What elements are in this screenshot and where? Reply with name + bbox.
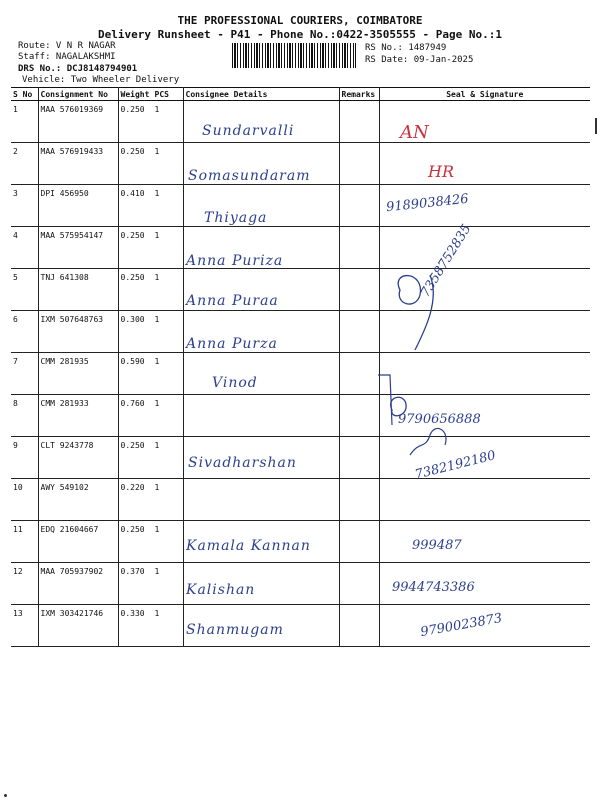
row-weight: 0.300 <box>120 315 145 324</box>
ink-stroke <box>410 428 446 455</box>
handwritten-signature: 999487 <box>412 538 462 553</box>
row-weight-pcs <box>118 101 183 143</box>
col-consignee: Consignee Details <box>183 88 339 101</box>
row-sno: 1 <box>11 101 38 143</box>
corner-dot <box>4 794 7 797</box>
ink-circle <box>391 397 406 415</box>
handwritten-signature: 7358752835 <box>418 221 475 300</box>
row-pcs: 1 <box>154 273 160 282</box>
row-weight-pcs <box>118 353 183 395</box>
row-weight: 0.410 <box>120 189 145 198</box>
ink-stroke <box>378 375 392 425</box>
row-weight: 0.250 <box>120 105 145 114</box>
handwritten-name: Anna Purza <box>186 336 278 352</box>
row-weight-pcs <box>118 185 183 227</box>
handwritten-name: Shanmugam <box>186 622 284 638</box>
row-weight: 0.220 <box>120 483 145 492</box>
drs-text: DRS No.: DCJ8148794901 <box>18 64 138 74</box>
row-weight-pcs <box>118 605 183 647</box>
table-row <box>11 185 590 227</box>
row-pcs: 1 <box>154 567 160 576</box>
row-sno: 12 <box>11 563 38 605</box>
row-consignment: EDQ 21604667 <box>38 521 118 563</box>
handwritten-signature: 9189038426 <box>385 191 470 216</box>
row-consignment: MAA 705937902 <box>38 563 118 605</box>
row-weight: 0.370 <box>120 567 145 576</box>
col-weight-pcs <box>118 88 183 101</box>
row-pcs: 1 <box>154 609 160 618</box>
row-pcs: 1 <box>154 315 160 324</box>
row-pcs: 1 <box>154 105 160 114</box>
handwritten-signature: HR <box>428 162 454 181</box>
row-sno: 2 <box>11 143 38 185</box>
row-consignee <box>183 479 339 521</box>
row-sno: 3 <box>11 185 38 227</box>
row-weight-pcs <box>118 563 183 605</box>
col-pcs: PCS <box>154 89 169 99</box>
row-weight-pcs <box>118 437 183 479</box>
row-consignment: TNJ 641308 <box>38 269 118 311</box>
row-consignment: MAA 576019369 <box>38 101 118 143</box>
row-pcs: 1 <box>154 525 160 534</box>
row-sno: 5 <box>11 269 38 311</box>
row-pcs: 1 <box>154 231 160 240</box>
row-sno: 4 <box>11 227 38 269</box>
ink-scribbles <box>370 250 520 460</box>
runsheet-title: Delivery Runsheet - P41 - Phone No.:0422-3505555 - Page No.:1 <box>98 28 502 41</box>
row-weight: 0.250 <box>120 441 145 450</box>
row-weight-pcs <box>118 479 183 521</box>
row-weight-pcs <box>118 521 183 563</box>
rs-date: RS Date: 09-Jan-2025 <box>365 55 474 65</box>
row-consignment: MAA 575954147 <box>38 227 118 269</box>
row-consignee <box>183 395 339 437</box>
handwritten-name: Vinod <box>212 375 258 391</box>
row-pcs: 1 <box>154 189 160 198</box>
handwritten-name: Anna Puraa <box>186 293 279 309</box>
row-sno: 7 <box>11 353 38 395</box>
ink-stroke <box>415 275 433 350</box>
row-consignment: AWY 549102 <box>38 479 118 521</box>
handwritten-name: Kalishan <box>186 582 256 598</box>
row-sno: 10 <box>11 479 38 521</box>
handwritten-name: Sivadharshan <box>188 455 297 471</box>
row-weight-pcs <box>118 143 183 185</box>
col-seal: Seal & Signature <box>379 88 590 101</box>
row-consignment: DPI 456950 <box>38 185 118 227</box>
rs-number: RS No.: 1487949 <box>365 43 447 53</box>
vehicle-text: Vehicle: Two Wheeler Delivery <box>22 75 180 85</box>
row-consignment: CMM 281933 <box>38 395 118 437</box>
col-weight: Weight <box>120 89 150 99</box>
row-pcs: 1 <box>154 399 160 408</box>
handwritten-name: Anna Puriza <box>186 253 284 269</box>
row-weight-pcs <box>118 311 183 353</box>
handwritten-name: Somasundaram <box>188 168 311 184</box>
route-text: Route: V N R NAGAR <box>18 41 116 51</box>
barcode <box>232 43 356 68</box>
ink-circle <box>398 276 420 304</box>
row-sno: 13 <box>11 605 38 647</box>
row-remarks <box>339 143 379 185</box>
row-remarks <box>339 563 379 605</box>
row-weight: 0.330 <box>120 609 145 618</box>
handwritten-signature: 7382192180 <box>413 448 498 483</box>
table-row <box>11 101 590 143</box>
col-sno: S No <box>11 88 38 101</box>
row-weight: 0.250 <box>120 147 145 156</box>
row-consignment: CLT 9243778 <box>38 437 118 479</box>
row-sno: 9 <box>11 437 38 479</box>
row-sno: 8 <box>11 395 38 437</box>
handwritten-name: Kamala Kannan <box>186 538 311 554</box>
row-consignment: CMM 281935 <box>38 353 118 395</box>
row-weight: 0.760 <box>120 399 145 408</box>
row-weight: 0.250 <box>120 525 145 534</box>
table-row <box>11 563 590 605</box>
handwritten-signature: 9790023873 <box>419 610 504 641</box>
row-remarks <box>339 521 379 563</box>
company-title: THE PROFESSIONAL COURIERS, COIMBATORE <box>177 14 423 27</box>
row-consignment: IXM 303421746 <box>38 605 118 647</box>
table-row <box>11 479 590 521</box>
row-remarks <box>339 605 379 647</box>
row-remarks <box>339 185 379 227</box>
handwritten-name: Sundarvalli <box>202 123 295 139</box>
row-seal <box>379 479 590 521</box>
edge-mark <box>595 118 597 134</box>
staff-text: Staff: NAGALAKSHMI <box>18 52 116 62</box>
row-sno: 11 <box>11 521 38 563</box>
col-consignment: Consignment No <box>38 88 118 101</box>
row-consignee <box>183 353 339 395</box>
row-weight-pcs <box>118 227 183 269</box>
handwritten-name: Thiyaga <box>204 210 268 226</box>
row-consignment: IXM 507648763 <box>38 311 118 353</box>
handwritten-signature: AN <box>400 122 429 143</box>
row-remarks <box>339 101 379 143</box>
row-seal <box>379 521 590 563</box>
row-pcs: 1 <box>154 147 160 156</box>
row-sno: 6 <box>11 311 38 353</box>
row-weight: 0.590 <box>120 357 145 366</box>
handwritten-signature: 9790656888 <box>398 412 481 427</box>
row-remarks <box>339 479 379 521</box>
row-weight: 0.250 <box>120 273 145 282</box>
col-remarks: Remarks <box>339 88 379 101</box>
table-header-row <box>11 88 590 101</box>
row-weight-pcs <box>118 395 183 437</box>
handwritten-signature: 9944743386 <box>392 580 475 595</box>
row-pcs: 1 <box>154 483 160 492</box>
row-weight: 0.250 <box>120 231 145 240</box>
row-consignment: MAA 576919433 <box>38 143 118 185</box>
row-pcs: 1 <box>154 357 160 366</box>
row-weight-pcs <box>118 269 183 311</box>
row-seal <box>379 143 590 185</box>
row-pcs: 1 <box>154 441 160 450</box>
